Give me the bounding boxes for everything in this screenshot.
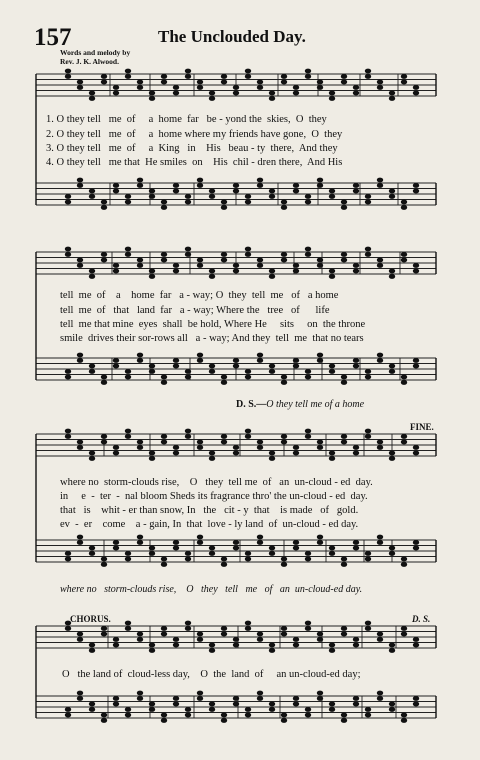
chorus-label: CHORUS. bbox=[70, 614, 111, 624]
verse-3-line-3: that is whit - er than snow, In the cit - y that is made of gold. bbox=[60, 505, 359, 516]
verse-2-line-2: tell me of that land far a - way; Where the tree of life bbox=[60, 305, 330, 316]
verse-4-line-3: ev - er come a - gain, In that love - ly land of un-cloud - ed day. bbox=[60, 519, 359, 530]
verse-2-line-1: 2. O they tell me of a home where my friends have gone, O they bbox=[46, 129, 343, 140]
chorus-line: O the land of cloud-less day, O the land of an un-cloud-ed day; bbox=[62, 669, 361, 680]
verse-3-line-2: tell me that mine eyes shall be hold, Where He sits on the throne bbox=[60, 319, 366, 330]
credit-line-1: Words and melody by bbox=[60, 48, 131, 57]
hymn-title: The Unclouded Day. bbox=[158, 27, 306, 46]
ds-mark: D. S. bbox=[412, 614, 431, 624]
ds-words: O they tell me of a home bbox=[266, 399, 365, 410]
italic-line: where no storm-clouds rise, O they tell me of an un-cloud-ed day. bbox=[60, 584, 363, 595]
verse-1-line-1: 1. O they tell me of a home far be - yond the skies, O they bbox=[46, 114, 327, 125]
ds-instruction bbox=[236, 399, 364, 410]
fine-mark: FINE. bbox=[410, 422, 434, 432]
verse-1-line-3: where no storm-clouds rise, O they tell me of an un-cloud - ed day. bbox=[60, 477, 373, 488]
verse-1-line-2: tell me of a home far a - way; O they tell me of a home bbox=[60, 290, 339, 301]
verse-4-line-1: 4. O they tell me that He smiles on His chil - dren there, And His bbox=[46, 157, 343, 168]
verse-4-line-2: smile drives their sor-rows all a - way; And they tell me that no tears bbox=[60, 333, 364, 344]
credit-line-2: Rev. J. K. Alwood. bbox=[60, 57, 119, 66]
ds-prefix: D. S.— bbox=[236, 399, 267, 410]
hymn-number: 157 bbox=[34, 24, 72, 51]
verse-3-line-1: 3. O they tell me of a King in His beau - ty there, And they bbox=[46, 143, 338, 154]
verse-2-line-3: in e - ter - nal bloom Sheds its fragrance thro' the un-cloud - ed day. bbox=[60, 491, 368, 502]
